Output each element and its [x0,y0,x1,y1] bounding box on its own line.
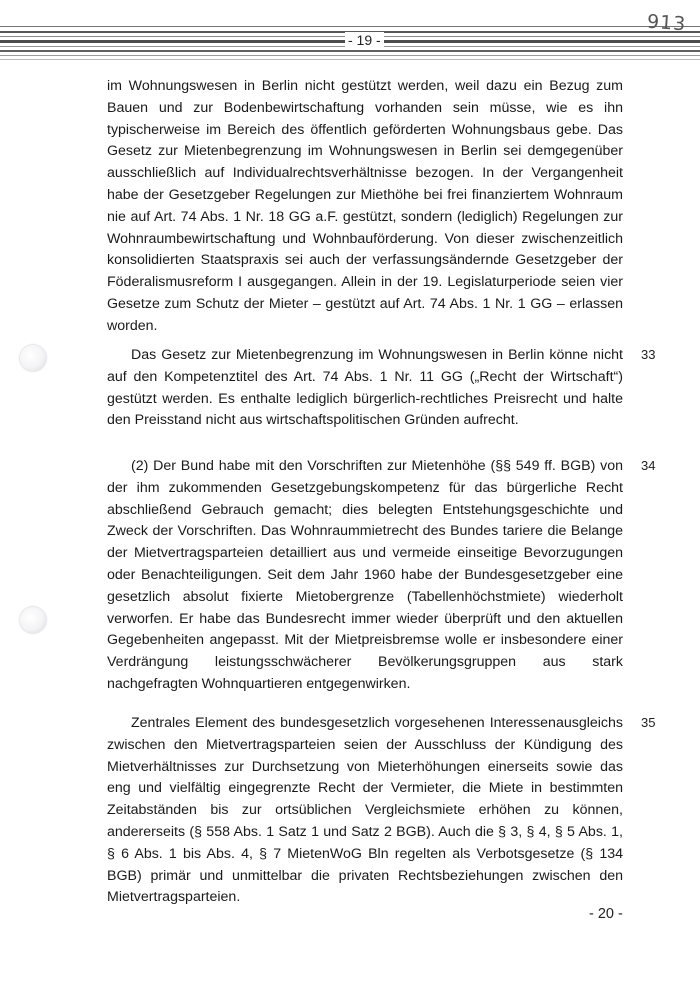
handwritten-stamp-number: 913 [646,10,687,36]
paragraph-continuation [107,76,623,338]
paragraph-34 [107,456,623,696]
margin-number-34: 34 [641,458,656,473]
margin-number-35: 35 [641,715,656,730]
header-rule-band [0,12,700,64]
paragraph-text: Das Gesetz zur Mietenbegrenzung im Wohnungswesen in Berlin könne nicht auf den Kompetenztitel des Art. 74 Abs. 1 Nr. 11 GG („Recht der Wirtschaft“) gestützt werden. Es enthalte lediglich bürgerlich-rechtliches Preisrecht und halte den Preisstand nicht aus wirtschaftspolitischen Gründen aufrecht. [107,347,623,429]
margin-number-33: 33 [641,347,656,362]
paragraph-text: Zentrales Element des bundesgesetzlich vorgesehenen Interessenausgleichs zwischen den Mietvertragsparteien seien der Ausschluss der Kündigung des Mietverhältnisses zur Durchsetzung von Mieterhöhungen einerseits sowie das eng und vielfältig eingegrenzte Recht der Vermieter, die Miete in bestimmten Zeitabständen bis zur ortsüblichen Vergleichsmiete erhöhen zu können, andererseits (§ 558 Abs. 1 Satz 1 und Satz 2 BGB). Auch die § 3, § 4, § 5 Abs. 1, § 6 Abs. 1 bis Abs. 4, § 7 MietenWoG Bln regelten als Verbotsgesetze (§ 134 BGB) primär und unmittelbar die privaten Rechtsbeziehungen zwischen den Mietvertragsparteien. [107,715,623,906]
punch-hole-lower [20,607,46,633]
punch-hole-upper [20,345,46,371]
paragraph-text: (2) Der Bund habe mit den Vorschriften zur Mietenhöhe (§§ 549 ff. BGB) von der ihm zukommenden Gesetzgebungskompetenz für das bürgerliche Recht abschließend Gebrauch gemacht; dies belegten Entstehungsgeschichte und Zweck der Vorschriften. Das Wohnraummietrecht des Bundes tariere die Belange der Mietvertragsparteien detailliert aus und vermeide einseitige Bevorzugungen oder Benachteiligungen. Seit dem Jahr 1960 habe der Bundesgesetzgeber eine gesetzlich absolut fixierte Mietobergrenze (Tabellenhöchstmiete) wiederholt verworfen. Er habe das Bundesrecht immer wieder überprüft und den aktuellen Gegebenheiten angepasst. Mit der Mietpreisbremse wolle er insbesondere einer Verdrängung leistungsschwächerer Bevölkerungsgruppen aus stark nachgefragten Wohnquartieren entgegenwirken. [107,458,623,692]
paragraph-text: im Wohnungswesen in Berlin nicht gestützt werden, weil dazu ein Bezug zum Bauen und zur Bodenbewirtschaftung vorhanden sein müsse, wie es ihn typischerweise im Bereich des öffentlich geförderten Wohnungsbaus gebe. Das Gesetz zur Mietenbegrenzung im Wohnungswesen in Berlin sei demgegenüber ausschließlich auf Individualrechtsverhältnisse bezogen. In der Vergangenheit habe der Gesetzgeber Regelungen zur Miethöhe bei frei finanziertem Wohnraum nie auf Art. 74 Abs. 1 Nr. 18 GG a.F. gestützt, sondern (lediglich) Regelungen zur Wohnraumbewirtschaftung und Wohnbauförderung. Von dieser zwischenzeitlich konsolidierten Staatspraxis sei auch der verfassungsändernde Gesetzgeber der Föderalismusreform I ausgegangen. Allein in der 19. Legislaturperiode seien vier Gesetze zum Schutz der Mieter – gestützt auf Art. 74 Abs. 1 Nr. 1 GG – erlassen worden. [107,78,623,334]
paragraph-35 [107,713,623,909]
footer-page-number: - 20 - [589,906,623,922]
paragraph-33 [107,345,623,432]
header-page-number: - 19 - [345,32,384,48]
